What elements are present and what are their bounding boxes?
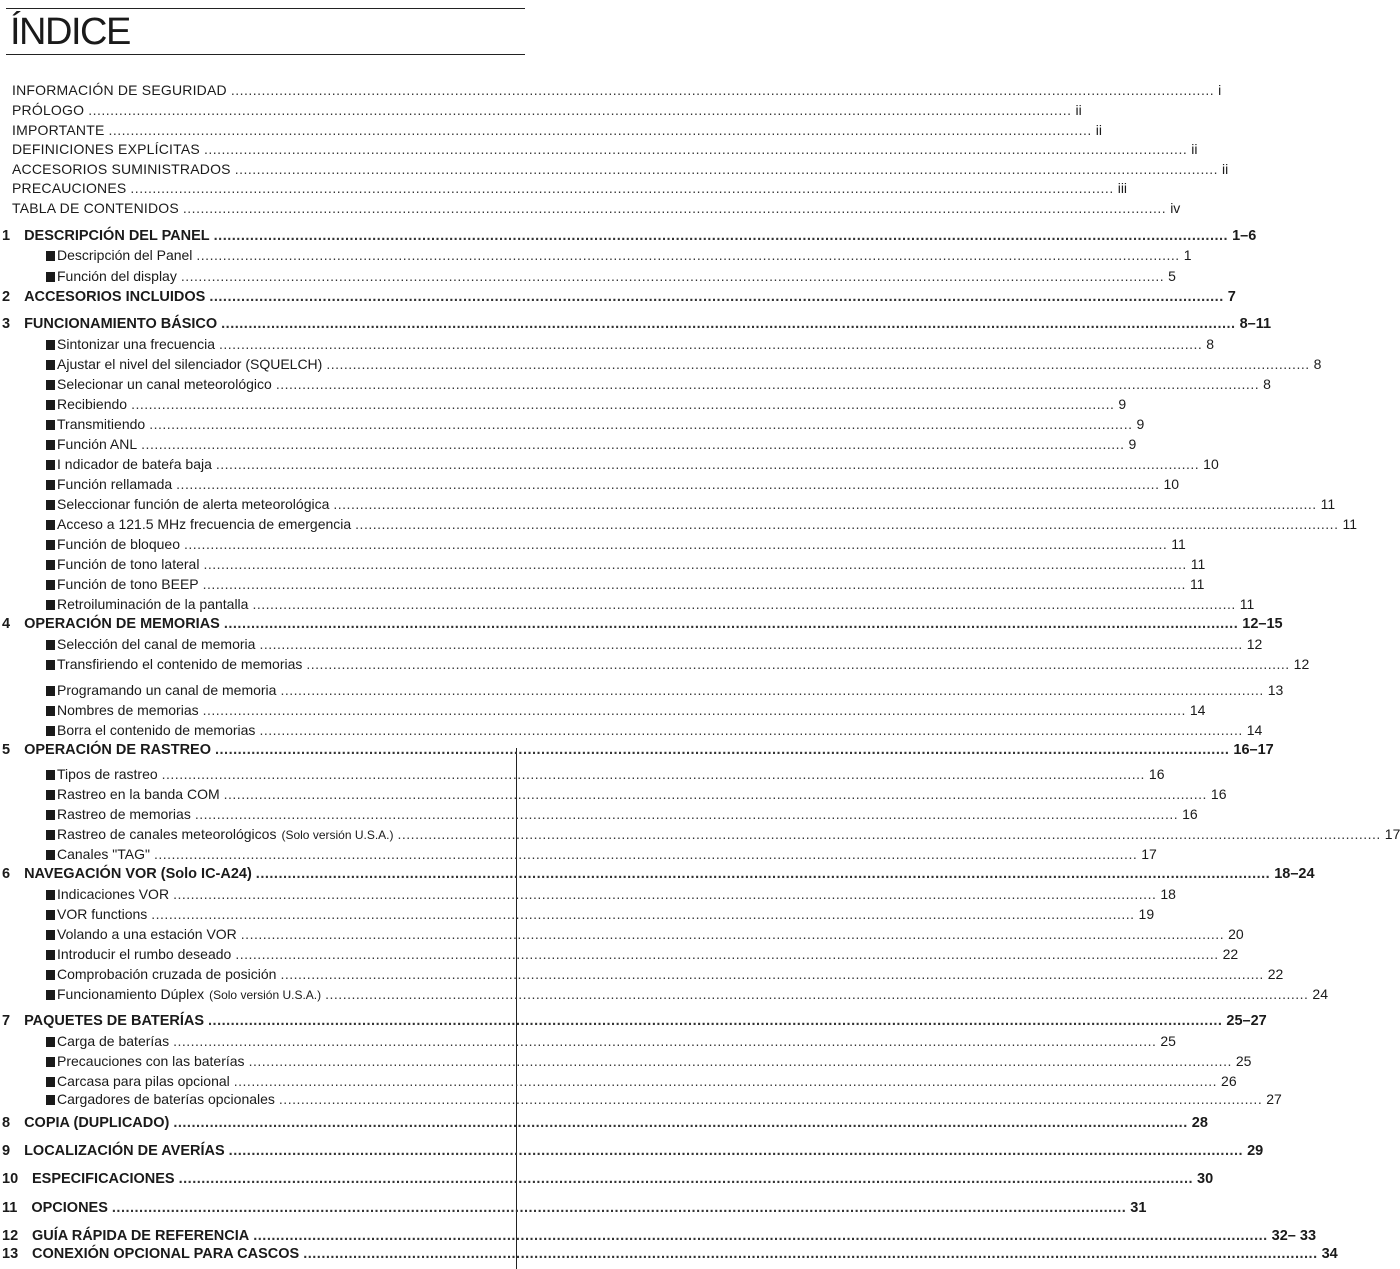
square-bullet-icon [46, 830, 55, 840]
square-bullet-icon [46, 770, 55, 780]
square-bullet-icon [46, 970, 55, 980]
entry-label: Carcasa para pilas opcional [57, 1073, 230, 1089]
dot-leader [149, 414, 1132, 434]
square-bullet-icon [46, 660, 55, 670]
page-number: 9 [1128, 436, 1137, 452]
dot-leader [162, 764, 1145, 784]
page-title: ÍNDICE [10, 11, 130, 53]
section-entry[interactable] [0, 944, 1239, 964]
square-bullet-icon [46, 440, 55, 450]
section-entry[interactable] [0, 844, 1157, 864]
square-bullet-icon [46, 850, 55, 860]
chapter-number: 12 [2, 1228, 19, 1244]
page-number: 30 [1197, 1171, 1214, 1187]
page-number: 8 [1263, 376, 1271, 392]
page-number: 25–27 [1226, 1013, 1267, 1029]
dot-leader [154, 844, 1137, 864]
entry-label: CONEXIÓN OPCIONAL PARA CASCOS [32, 1246, 300, 1262]
entry-label: Introducir el rumbo deseado [57, 946, 232, 962]
page-number: ii [1095, 122, 1103, 138]
square-bullet-icon [46, 360, 55, 370]
entry-label: OPERACIÓN DE MEMORIAS [24, 616, 220, 632]
dot-leader [279, 1089, 1262, 1109]
chapter-entry[interactable] [0, 1244, 1338, 1264]
dot-leader [176, 474, 1159, 494]
entry-label: Indicaciones VOR [57, 886, 170, 902]
page-number: 14 [1189, 702, 1206, 718]
entry-label: Acceso a 121.5 MHz frecuencia de emergencia [57, 516, 352, 532]
chapter-number: 13 [2, 1246, 19, 1262]
dot-leader [179, 1169, 1193, 1189]
page-number: 34 [1321, 1246, 1338, 1262]
entry-label: VOR functions [57, 906, 148, 922]
page-number: 20 [1228, 926, 1244, 942]
entry-label: Función de bloqueo [57, 536, 180, 552]
page-number: 11 [1239, 596, 1255, 612]
entry-label: Ajustar el nivel del silenciador (SQUELCH) [57, 356, 323, 372]
section-entry[interactable] [0, 374, 1271, 394]
square-bullet-icon [46, 1037, 55, 1047]
square-bullet-icon [46, 251, 55, 261]
entry-label: Recibiendo [57, 396, 128, 412]
page-number: 11 [1189, 576, 1205, 592]
section-entry[interactable] [0, 720, 1263, 740]
chapter-number: 9 [2, 1143, 11, 1159]
entry-label: Función de tono lateral [57, 556, 200, 572]
chapter-entry[interactable] [0, 864, 1315, 884]
page-number: 17 [1384, 826, 1400, 842]
entry-label: I ndicador de bateŕa baja [57, 456, 212, 472]
section-entry[interactable] [0, 784, 1227, 804]
page-number: 8–11 [1239, 316, 1272, 332]
square-bullet-icon [46, 990, 55, 1000]
entry-label: Retroiluminación de la pantalla [57, 596, 249, 612]
entry-label: NAVEGACIÓN VOR (Solo IC-A24) [24, 866, 252, 882]
dot-leader [141, 434, 1124, 454]
section-entry[interactable] [0, 764, 1165, 784]
front-matter-entry[interactable] [0, 139, 1198, 159]
chapter-number: 4 [2, 616, 11, 632]
entry-label: Precauciones con las baterías [57, 1053, 245, 1069]
entry-label: DEFINICIONES EXPLÍCITAS [12, 141, 200, 157]
dot-leader [131, 394, 1114, 414]
dot-leader [203, 700, 1186, 720]
entry-note: (Solo versión U.S.A.) [209, 988, 322, 1002]
section-entry[interactable] [0, 434, 1137, 454]
chapter-entry[interactable] [0, 226, 1257, 246]
section-entry[interactable] [0, 700, 1206, 720]
chapter-number: 11 [2, 1200, 18, 1216]
square-bullet-icon [46, 1057, 55, 1067]
chapter-entry[interactable] [0, 1169, 1214, 1189]
section-entry[interactable] [0, 534, 1186, 554]
chapter-entry[interactable] [0, 614, 1283, 634]
section-entry[interactable] [0, 245, 1192, 265]
front-matter-entry[interactable] [0, 159, 1229, 179]
page-number: i [1218, 82, 1222, 98]
square-bullet-icon [46, 600, 55, 610]
section-entry[interactable] [0, 1089, 1282, 1109]
entry-label: Selecionar un canal meteorológico [57, 376, 272, 392]
chapter-number: 10 [2, 1171, 19, 1187]
dot-leader [280, 964, 1263, 984]
top-rule [6, 8, 525, 9]
dot-leader [209, 287, 1223, 307]
dot-leader [326, 354, 1309, 374]
page-number: 1–6 [1232, 228, 1257, 244]
section-entry[interactable] [0, 354, 1322, 374]
page-number: 32– 33 [1271, 1228, 1317, 1244]
square-bullet-icon [46, 686, 55, 696]
dot-leader [203, 554, 1186, 574]
entry-note: (Solo versión U.S.A.) [281, 828, 394, 842]
chapter-entry[interactable] [0, 1011, 1267, 1031]
square-bullet-icon [46, 810, 55, 820]
page-number: 26 [1221, 1073, 1237, 1089]
square-bullet-icon [46, 910, 55, 920]
section-entry[interactable] [0, 394, 1127, 414]
page-number: 31 [1130, 1200, 1147, 1216]
dot-leader [173, 1031, 1156, 1051]
front-matter-entry[interactable] [0, 80, 1222, 100]
page-number: 25 [1160, 1033, 1176, 1049]
dot-leader [203, 574, 1186, 594]
dot-leader [234, 1071, 1217, 1091]
section-entry[interactable] [0, 654, 1310, 674]
dot-leader [195, 804, 1178, 824]
dot-leader [109, 120, 1092, 140]
chapter-number: 6 [2, 866, 11, 882]
page-number: 16–17 [1233, 742, 1274, 758]
square-bullet-icon [46, 520, 55, 530]
page-number: 16 [1148, 766, 1165, 782]
square-bullet-icon [46, 420, 55, 430]
entry-label: FUNCIONAMIENTO BÁSICO [24, 316, 218, 332]
dot-leader [224, 614, 1238, 634]
page-number: 12 [1293, 656, 1310, 672]
section-entry[interactable] [0, 574, 1205, 594]
entry-label: ACCESORIOS SUMINISTRADOS [12, 161, 231, 177]
square-bullet-icon [46, 930, 55, 940]
page-number: 12 [1246, 636, 1263, 652]
chapter-entry[interactable] [0, 314, 1272, 334]
square-bullet-icon [46, 340, 55, 350]
page-number: 12–15 [1242, 616, 1283, 632]
section-entry[interactable] [0, 474, 1180, 494]
page-number: 7 [1227, 289, 1236, 305]
entry-label: ACCESORIOS INCLUIDOS [24, 289, 206, 305]
chapter-entry[interactable] [0, 1226, 1317, 1246]
dot-leader [112, 1198, 1126, 1218]
front-matter-entry[interactable] [0, 120, 1103, 140]
page-number: 29 [1247, 1143, 1264, 1159]
square-bullet-icon [46, 950, 55, 960]
chapter-entry[interactable] [0, 1141, 1264, 1161]
section-entry[interactable] [0, 266, 1176, 286]
entry-label: IMPORTANTE [12, 122, 105, 138]
dot-leader [221, 314, 1235, 334]
page-number: 18 [1160, 886, 1176, 902]
section-entry[interactable] [0, 334, 1215, 354]
page-number: 11 [1190, 556, 1206, 572]
section-entry[interactable] [0, 634, 1263, 654]
entry-label: Rastreo de memorias [57, 806, 191, 822]
entry-label: Carga de baterías [57, 1033, 170, 1049]
entry-label: Selección del canal de memoria [57, 636, 256, 652]
entry-label: DESCRIPCIÓN DEL PANEL [24, 228, 210, 244]
chapter-number: 1 [2, 228, 11, 244]
chapter-number: 7 [2, 1013, 11, 1029]
page-number: 22 [1267, 966, 1284, 982]
entry-label: Descripción del Panel [57, 247, 193, 263]
entry-label: Funcionamiento Dúplex [57, 986, 205, 1002]
section-entry[interactable] [0, 924, 1244, 944]
section-entry[interactable] [0, 554, 1206, 574]
entry-label: PRÓLOGO [12, 102, 85, 118]
section-entry[interactable] [0, 984, 1328, 1004]
chapter-number: 5 [2, 742, 11, 758]
chapter-entry[interactable] [0, 1113, 1208, 1133]
page-number: 11 [1320, 496, 1336, 512]
page-number: 9 [1118, 396, 1127, 412]
chapter-entry[interactable] [0, 1198, 1147, 1218]
square-bullet-icon [46, 500, 55, 510]
page-number: 27 [1266, 1091, 1282, 1107]
square-bullet-icon [46, 726, 55, 736]
page-number: iv [1170, 200, 1181, 216]
page-number: 1 [1183, 247, 1192, 263]
page-number: 28 [1191, 1115, 1208, 1131]
dot-leader [306, 654, 1289, 674]
dot-leader [208, 1011, 1222, 1031]
square-bullet-icon [46, 272, 55, 282]
page-number: iii [1117, 180, 1128, 196]
square-bullet-icon [46, 400, 55, 410]
square-bullet-icon [46, 480, 55, 490]
square-bullet-icon [46, 540, 55, 550]
entry-label: OPERACIÓN DE RASTREO [24, 742, 211, 758]
page-number: 10 [1203, 456, 1219, 472]
section-entry[interactable] [0, 594, 1255, 614]
entry-label: Función del display [57, 268, 177, 284]
chapter-number: 2 [2, 289, 11, 305]
page-number: ii [1075, 102, 1082, 118]
section-entry[interactable] [0, 1031, 1176, 1051]
entry-label: Función rellamada [57, 476, 173, 492]
dot-leader [256, 864, 1270, 884]
dot-leader [259, 634, 1242, 654]
entry-label: Comprobación cruzada de posición [57, 966, 277, 982]
dot-leader [235, 159, 1218, 179]
dot-leader [216, 454, 1199, 474]
page-number: 13 [1267, 682, 1284, 698]
dot-leader [181, 266, 1164, 286]
section-entry[interactable] [0, 824, 1400, 844]
entry-label: Rastreo en la banda COM [57, 786, 220, 802]
entry-label: Borra el contenido de memorias [57, 722, 256, 738]
page-number: 18–24 [1274, 866, 1315, 882]
square-bullet-icon [46, 380, 55, 390]
dot-leader [398, 824, 1381, 844]
entry-label: Función de tono BEEP [57, 576, 199, 592]
dot-leader [259, 720, 1242, 740]
dot-leader [196, 245, 1179, 265]
square-bullet-icon [46, 580, 55, 590]
square-bullet-icon [46, 560, 55, 570]
entry-label: Cargadores de baterías opcionales [57, 1091, 275, 1107]
section-entry[interactable] [0, 964, 1284, 984]
square-bullet-icon [46, 706, 55, 716]
square-bullet-icon [46, 640, 55, 650]
dot-leader [276, 374, 1259, 394]
square-bullet-icon [46, 1095, 55, 1105]
entry-label: Programando un canal de memoria [57, 682, 277, 698]
section-entry[interactable] [0, 494, 1336, 514]
entry-label: Sintonizar una frecuencia [57, 336, 215, 352]
page-number: 25 [1235, 1053, 1252, 1069]
page-number: ii [1191, 141, 1198, 157]
dot-leader [229, 1141, 1243, 1161]
page-number: ii [1222, 161, 1229, 177]
dot-leader [214, 226, 1228, 246]
dot-leader [231, 80, 1214, 100]
square-bullet-icon [46, 1077, 55, 1087]
chapter-entry[interactable] [0, 287, 1236, 307]
dot-leader [130, 178, 1113, 198]
dot-leader [355, 514, 1338, 534]
page-number: 10 [1163, 476, 1180, 492]
entry-label: Transmitiendo [57, 416, 146, 432]
front-matter-entry[interactable] [0, 178, 1128, 198]
page-number: 11 [1342, 516, 1357, 532]
entry-label: Función ANL [57, 436, 138, 452]
dot-leader [224, 784, 1207, 804]
dot-leader [333, 494, 1316, 514]
entry-label: PRECAUCIONES [12, 180, 127, 196]
page-number: 16 [1182, 806, 1198, 822]
entry-label: GUÍA RÁPIDA DE REFERENCIA [32, 1228, 250, 1244]
entry-label: Tipos de rastreo [57, 766, 158, 782]
entry-label: OPCIONES [31, 1200, 108, 1216]
section-entry[interactable] [0, 804, 1198, 824]
section-entry[interactable] [0, 904, 1155, 924]
dot-leader [215, 740, 1229, 760]
chapter-entry[interactable] [0, 740, 1274, 760]
page-number: 19 [1138, 906, 1155, 922]
entry-label: Nombres de memorias [57, 702, 199, 718]
dot-leader [88, 100, 1071, 120]
entry-label: LOCALIZACIÓN DE AVERÍAS [24, 1143, 225, 1159]
dot-leader [173, 1113, 1187, 1133]
section-entry[interactable] [0, 514, 1357, 534]
dot-leader [173, 884, 1156, 904]
page-number: 11 [1171, 536, 1186, 552]
dot-leader [151, 904, 1134, 924]
entry-label: Transfiriendo el contenido de memorias [57, 656, 303, 672]
dot-leader [183, 198, 1166, 218]
section-entry[interactable] [0, 680, 1284, 700]
entry-label: ESPECIFICACIONES [32, 1171, 175, 1187]
square-bullet-icon [46, 790, 55, 800]
page-number: 16 [1210, 786, 1227, 802]
entry-label: TABLA DE CONTENIDOS [12, 200, 179, 216]
entry-label: INFORMACIÓN DE SEGURIDAD [12, 82, 227, 98]
chapter-number: 3 [2, 316, 11, 332]
page-number: 8 [1206, 336, 1215, 352]
dot-leader [325, 984, 1308, 1004]
page-number: 24 [1312, 986, 1328, 1002]
section-entry[interactable] [0, 454, 1219, 474]
front-matter-entry[interactable] [0, 100, 1082, 120]
dot-leader [303, 1244, 1317, 1264]
entry-label: Rastreo de canales meteorológicos [57, 826, 277, 842]
entry-label: Seleccionar función de alerta meteorológica [57, 496, 330, 512]
section-entry[interactable] [0, 1071, 1237, 1091]
page-number: 14 [1246, 722, 1263, 738]
dot-leader [280, 680, 1263, 700]
dot-leader [241, 924, 1224, 944]
front-matter-entry[interactable] [0, 198, 1181, 218]
dot-leader [253, 1226, 1267, 1246]
dot-leader [235, 944, 1218, 964]
page-number: 9 [1136, 416, 1145, 432]
dot-leader [219, 334, 1202, 354]
dot-leader [204, 139, 1187, 159]
title-rule [6, 54, 525, 55]
entry-label: Volando a una estación VOR [57, 926, 237, 942]
section-entry[interactable] [0, 414, 1145, 434]
section-entry[interactable] [0, 1051, 1252, 1071]
section-entry[interactable] [0, 884, 1176, 904]
entry-label: PAQUETES DE BATERÍAS [24, 1013, 205, 1029]
page-number: 17 [1141, 846, 1157, 862]
square-bullet-icon [46, 890, 55, 900]
page-number: 22 [1222, 946, 1239, 962]
square-bullet-icon [46, 460, 55, 470]
dot-leader [249, 1051, 1232, 1071]
page-number: 5 [1168, 268, 1176, 284]
dot-leader [184, 534, 1167, 554]
entry-label: Canales "TAG" [57, 846, 150, 862]
page-number: 8 [1313, 356, 1322, 372]
entry-label: COPIA (DUPLICADO) [24, 1115, 170, 1131]
chapter-number: 8 [2, 1115, 11, 1131]
dot-leader [252, 594, 1235, 614]
